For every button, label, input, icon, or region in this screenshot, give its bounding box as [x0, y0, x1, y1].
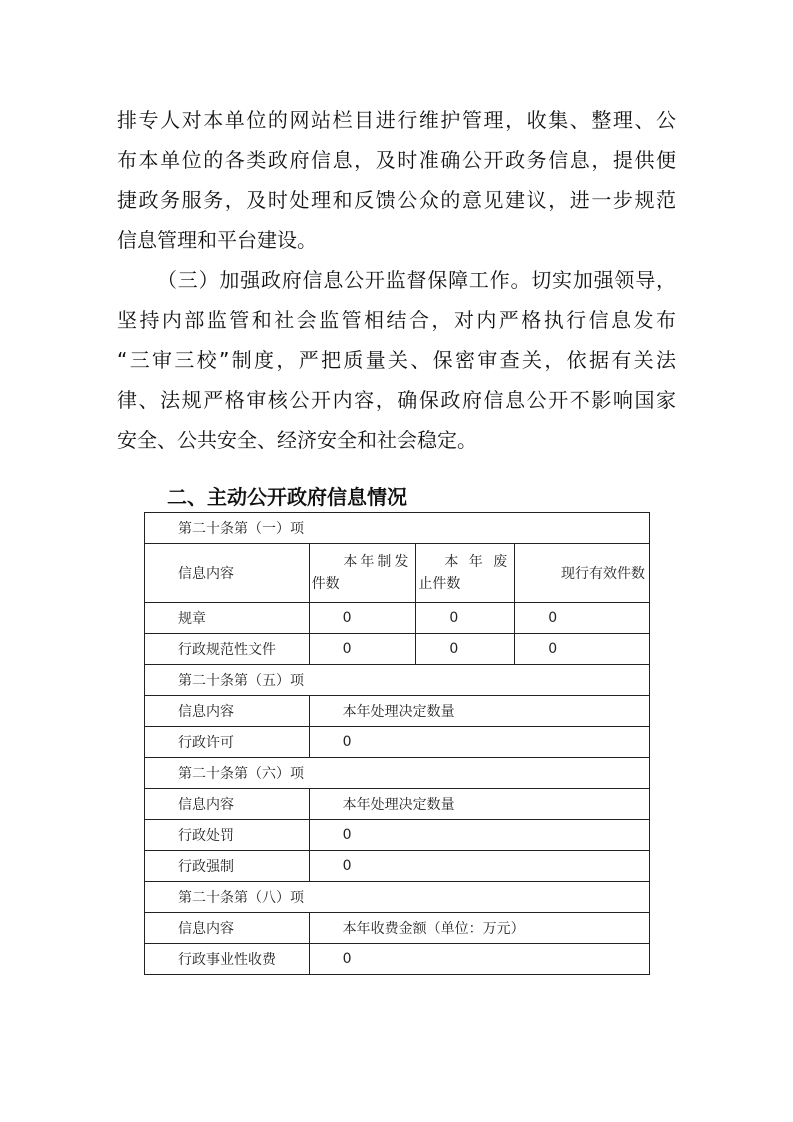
cell: 0 [309, 727, 649, 758]
header-cell [309, 544, 416, 603]
info-table [144, 512, 650, 975]
table-row [145, 634, 650, 665]
paragraph-line: 排专人对本单位的网站栏目进行维护管理，收集、整理、公 [117, 108, 676, 132]
cell: 规章 [145, 603, 310, 634]
header-cell: 信息内容 [145, 696, 310, 727]
header-cell: 本年收费金额（单位：万元） [309, 913, 649, 944]
header-text: 本 年 废 [444, 554, 511, 570]
cell: 行政许可 [145, 727, 310, 758]
header-text: 本年制发 [343, 554, 412, 570]
table-row [145, 820, 650, 851]
section-title: 第二十条第（一）项 [145, 513, 650, 544]
cell: 行政处罚 [145, 820, 310, 851]
header-cell: 本年处理决定数量 [309, 789, 649, 820]
cell: 行政事业性收费 [145, 944, 310, 975]
header-cell: 信息内容 [145, 544, 310, 603]
cell: 0 [416, 634, 515, 665]
header-cell: 信息内容 [145, 789, 310, 820]
cell: 0 [309, 603, 416, 634]
header-text: 止件数 [418, 576, 461, 592]
table-row [145, 944, 650, 975]
cell: 0 [515, 634, 650, 665]
header-cell: 信息内容 [145, 913, 310, 944]
section-title: 第二十条第（八）项 [145, 882, 650, 913]
section-title: 第二十条第（六）项 [145, 758, 650, 789]
cell: 0 [309, 851, 649, 882]
paragraph-line: “三审三校”制度，严把质量关、保密审查关，依据有关法 [117, 348, 676, 372]
section-heading: 二、主动公开政府信息情况 [167, 485, 407, 509]
table-row [145, 727, 650, 758]
cell: 0 [309, 944, 649, 975]
header-cell: 本年处理决定数量 [309, 696, 649, 727]
paragraph-line: 坚持内部监管和社会监管相结合，对内严格执行信息发布 [117, 308, 676, 332]
table-row [145, 851, 650, 882]
header-text: 件数 [311, 576, 340, 592]
paragraph-line: 信息管理和平台建设。 [117, 228, 317, 252]
paragraph-line: （三）加强政府信息公开监督保障工作。切实加强领导， [157, 268, 676, 292]
cell: 行政规范性文件 [145, 634, 310, 665]
paragraph-line: 律、法规严格审核公开内容，确保政府信息公开不影响国家 [117, 388, 676, 412]
section-title: 第二十条第（五）项 [145, 665, 650, 696]
table-row [145, 603, 650, 634]
cell: 0 [309, 634, 416, 665]
cell: 0 [416, 603, 515, 634]
header-cell [416, 544, 515, 603]
paragraph-line: 安全、公共安全、经济安全和社会稳定。 [117, 428, 477, 452]
cell: 0 [515, 603, 650, 634]
header-cell: 现行有效件数 [515, 544, 650, 603]
paragraph-line: 布本单位的各类政府信息，及时准确公开政务信息，提供便 [117, 148, 676, 172]
cell: 0 [309, 820, 649, 851]
cell: 行政强制 [145, 851, 310, 882]
paragraph-line: 捷政务服务，及时处理和反馈公众的意见建议，进一步规范 [117, 188, 676, 212]
